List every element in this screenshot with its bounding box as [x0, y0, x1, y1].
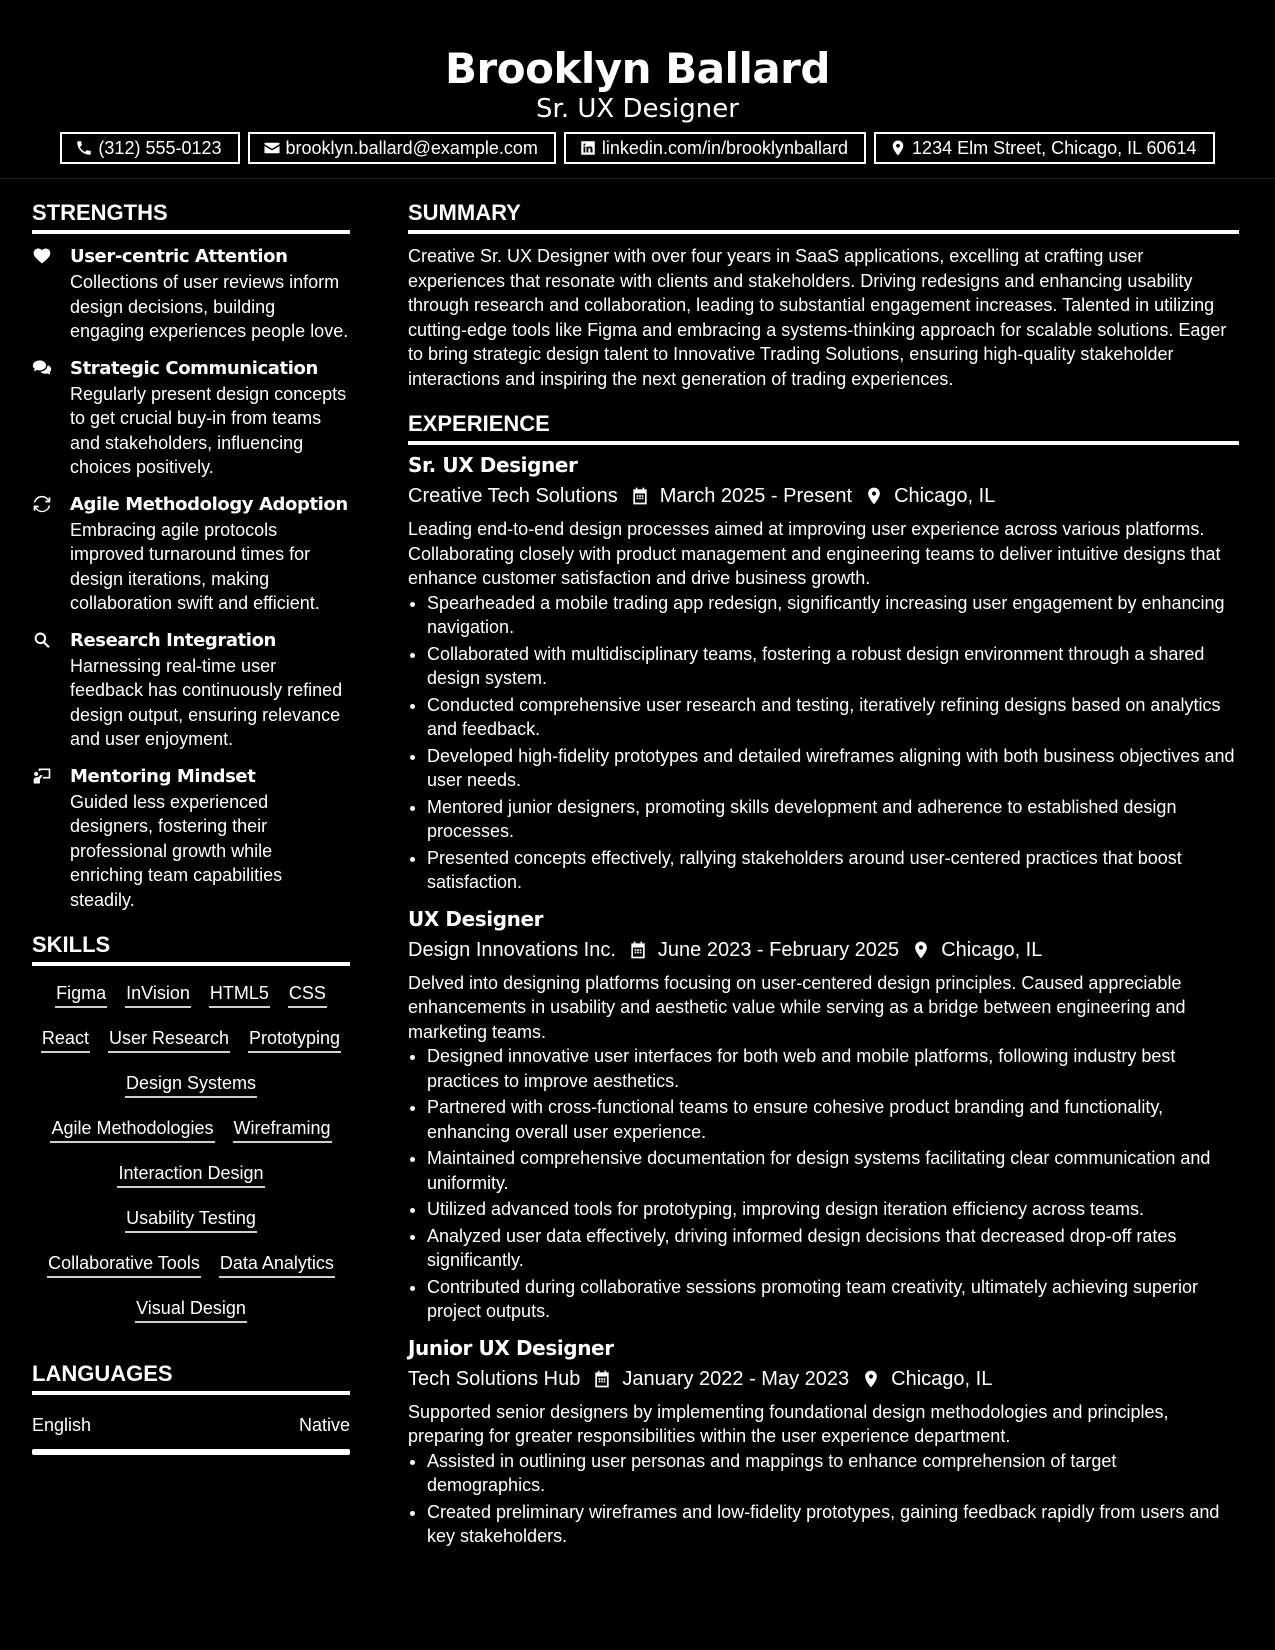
- skills-heading: SKILLS: [32, 930, 350, 966]
- skill-row: [32, 1070, 350, 1098]
- strength-item: [32, 628, 350, 752]
- summary-heading: SUMMARY: [408, 198, 1239, 234]
- job-description: Delved into designing platforms focusing on user-centered design principles. Caused appreciable enhancements in usability and aesthetic value while serving as a bridge between engineering and marketing teams.: [408, 972, 1186, 1042]
- job-dates: January 2022 - May 2023: [622, 1367, 850, 1390]
- strength-title: Mentoring Mindset: [70, 765, 256, 787]
- job-bullet: • Mentored junior designers, promoting skills development and adherence to established design processes.: [427, 795, 1239, 844]
- comments-icon: [32, 356, 70, 480]
- linkedin-icon: [578, 138, 598, 158]
- map-marker-icon: [861, 1369, 881, 1389]
- languages-heading: LANGUAGES: [32, 1359, 350, 1395]
- job-dates: March 2025 - Present: [659, 485, 853, 507]
- map-marker-icon: [911, 940, 931, 960]
- skill-tag: React: [41, 1025, 90, 1053]
- strength-description: Guided less experienced designers, fostering their professional growth while enriching team capabilities steadily.: [70, 791, 283, 910]
- skill-row: [32, 1160, 350, 1188]
- language-name: English: [32, 1415, 92, 1435]
- skill-row: [32, 980, 350, 1008]
- strengths-heading: STRENGTHS: [32, 198, 350, 234]
- skill-tag: Collaborative Tools: [47, 1250, 201, 1278]
- job-bullet: • Created preliminary wireframes and low-fidelity prototypes, gaining feedback rapidly from users and key stakeholders.: [427, 1500, 1239, 1549]
- job-entry: [408, 451, 1239, 895]
- contact-bar: [0, 132, 1275, 164]
- skill-row: [32, 1025, 350, 1053]
- skill-row: [32, 1115, 350, 1143]
- skill-tag: User Research: [108, 1025, 230, 1053]
- heart-icon: [32, 244, 70, 344]
- skill-tag: Data Analytics: [219, 1250, 335, 1278]
- job-bullet: • Conducted comprehensive user research and testing, iteratively refining designs based on analytics and feedback.: [427, 693, 1239, 742]
- job-entry: [408, 905, 1239, 1324]
- job-location: Chicago, IL: [891, 1367, 993, 1390]
- contact-phone-text: (312) 555-0123: [98, 138, 222, 158]
- job-bullet: • Partnered with cross-functional teams to ensure cohesive product branding and functionality, enhancing overall user experience.: [427, 1095, 1239, 1144]
- map-marker-icon: [888, 138, 908, 158]
- job-bullets: [408, 1449, 1239, 1549]
- contact-linkedin-text: linkedin.com/in/brooklynballard: [601, 138, 849, 158]
- skill-tag: Wireframing: [233, 1115, 332, 1143]
- strength-title: Agile Methodology Adoption: [70, 493, 348, 515]
- skills-list: [32, 976, 350, 1323]
- strength-item: [32, 492, 350, 616]
- job-bullet: • Analyzed user data effectively, driving informed design decisions that decreased drop-off rates significantly.: [427, 1224, 1239, 1273]
- strength-title: Research Integration: [70, 629, 276, 651]
- job-company: Creative Tech Solutions: [408, 485, 618, 507]
- contact-address[interactable]: [874, 132, 1215, 164]
- left-column: [32, 198, 350, 1455]
- strength-item: [32, 764, 350, 913]
- skill-tag: Agile Methodologies: [50, 1115, 214, 1143]
- candidate-name: Brooklyn Ballard: [445, 44, 830, 93]
- contact-address-text: 1234 Elm Street, Chicago, IL 60614: [912, 138, 1197, 158]
- skill-tag: Figma: [55, 980, 107, 1008]
- calendar-icon: [628, 940, 648, 960]
- skill-row: [32, 1295, 350, 1323]
- language-item: [32, 1411, 350, 1439]
- candidate-title: Sr. UX Designer: [536, 94, 739, 124]
- job-bullets: [408, 1044, 1239, 1324]
- strength-description: Harnessing real-time user feedback has continuously refined design output, ensuring relevance and user enjoyment.: [70, 655, 343, 749]
- job-title: Junior UX Designer: [408, 1335, 614, 1360]
- job-company: Tech Solutions Hub: [408, 1367, 581, 1390]
- strength-description: Embracing agile protocols improved turnaround times for design iterations, making collaboration swift and efficient.: [70, 519, 320, 613]
- skill-tag: Interaction Design: [117, 1160, 264, 1188]
- job-title: Sr. UX Designer: [408, 453, 578, 477]
- job-meta: [408, 935, 1239, 965]
- chalkboard-teacher-icon: [32, 764, 70, 913]
- map-marker-icon: [864, 486, 884, 506]
- job-location: Chicago, IL: [941, 938, 1043, 961]
- job-bullet: • Contributed during collaborative sessions promoting team creativity, ultimately achieving superior project outputs.: [427, 1275, 1239, 1324]
- skill-tag: Prototyping: [248, 1025, 341, 1053]
- job-company: Design Innovations Inc.: [408, 938, 616, 961]
- contact-phone[interactable]: [60, 132, 239, 164]
- language-level: Native: [298, 1415, 350, 1435]
- strength-description: Regularly present design concepts to get crucial buy-in from teams and stakeholders, influencing choices positively.: [70, 383, 347, 477]
- job-dates: June 2023 - February 2025: [657, 938, 900, 961]
- strength-item: [32, 356, 350, 480]
- job-location: Chicago, IL: [894, 485, 996, 507]
- strength-description: Collections of user reviews inform design decisions, building engaging experiences people love.: [70, 272, 349, 341]
- resume-header: [0, 0, 1275, 179]
- skill-tag: CSS: [288, 980, 327, 1008]
- contact-email[interactable]: [248, 132, 556, 164]
- right-column: [408, 198, 1239, 1559]
- job-bullet: • Designed innovative user interfaces for both web and mobile platforms, following industry best practices to improve aesthetics.: [427, 1044, 1239, 1093]
- contact-linkedin[interactable]: [564, 132, 866, 164]
- job-bullet: • Collaborated with multidisciplinary teams, fostering a robust design environment through a shared design system.: [427, 642, 1239, 691]
- skill-tag: Design Systems: [125, 1070, 257, 1098]
- skill-tag: HTML5: [209, 980, 270, 1008]
- job-description: Leading end-to-end design processes aimed at improving user experience across various platforms. Collaborating closely with product management and engineering teams to deliver intuitive designs that enhance customer satisfaction and drive business growth.: [408, 519, 1221, 588]
- strength-title: Strategic Communication: [70, 357, 318, 379]
- job-bullet: • Maintained comprehensive documentation for design systems facilitating clear communication and uniformity.: [427, 1146, 1239, 1195]
- job-bullet: • Utilized advanced tools for prototyping, improving design iteration efficiency across teams.: [427, 1197, 1239, 1222]
- skill-row: [32, 1250, 350, 1278]
- language-proficiency-bar: [32, 1449, 350, 1455]
- experience-heading: EXPERIENCE: [408, 409, 1239, 445]
- job-description: Supported senior designers by implementing foundational design methodologies and principles, preparing for greater responsibilities within the user experience department.: [408, 1401, 1169, 1446]
- job-bullets: [408, 591, 1239, 895]
- envelope-icon: [262, 138, 282, 158]
- phone-icon: [74, 138, 94, 158]
- calendar-icon: [630, 486, 650, 506]
- strength-item: [32, 244, 350, 344]
- job-bullet: • Presented concepts effectively, rallying stakeholders around user-centered practices that boost satisfaction.: [427, 846, 1239, 895]
- contact-email-text: brooklyn.ballard@example.com: [285, 138, 538, 158]
- job-meta: [408, 481, 1239, 511]
- sync-icon: [32, 492, 70, 616]
- job-title: UX Designer: [408, 906, 544, 931]
- job-bullet: • Assisted in outlining user personas and mappings to enhance comprehension of target demographics.: [427, 1449, 1239, 1498]
- summary-text: Creative Sr. UX Designer with over four years in SaaS applications, excelling at crafting user experiences that resonate with clients and stakeholders. Driving redesigns and enhancing usability through research and collaboration, leading to substantial engagement increases. Talented in utilizing cutting-edge tools like Figma and embracing a systems-thinking approach for scalable solutions. Eager to bring strategic design talent to Innovative Trading Solutions, ensuring high-quality stakeholder interactions and inspiring the next generation of trading experiences.: [408, 246, 1227, 389]
- job-bullet: • Spearheaded a mobile trading app redesign, significantly increasing user engagement by enhancing navigation.: [427, 591, 1239, 640]
- job-entry: [408, 1334, 1239, 1549]
- skill-row: [32, 1205, 350, 1233]
- job-bullet: • Developed high-fidelity prototypes and detailed wireframes aligning with both business objectives and user needs.: [427, 744, 1239, 793]
- calendar-icon: [592, 1369, 612, 1389]
- strength-title: User-centric Attention: [70, 246, 288, 267]
- skill-tag: Usability Testing: [125, 1205, 257, 1233]
- job-meta: [408, 1364, 1239, 1394]
- skill-tag: InVision: [125, 980, 191, 1008]
- skill-tag: Visual Design: [135, 1295, 247, 1323]
- search-icon: [32, 628, 70, 752]
